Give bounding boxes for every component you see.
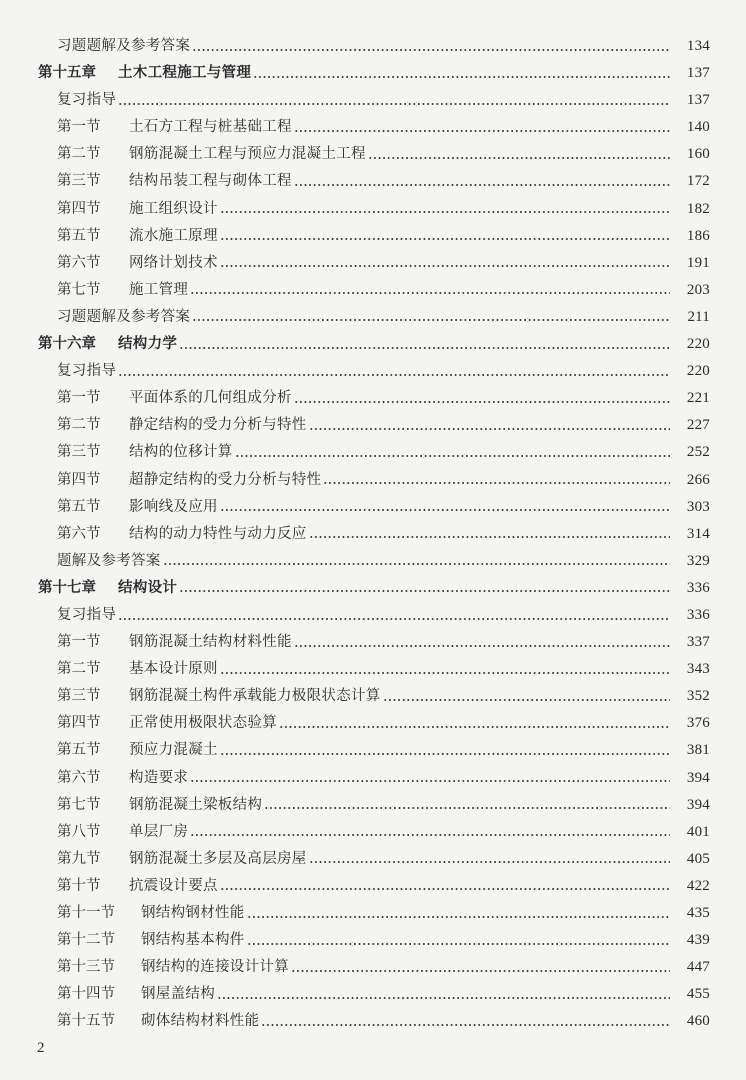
entry-title: 钢结构钢材性能 (141, 905, 245, 921)
entry-page-number: 439 (686, 932, 710, 949)
toc-section-entry[interactable] (0, 521, 746, 548)
entry-page-number: 137 (686, 65, 710, 82)
toc-section-entry[interactable] (0, 927, 746, 954)
entry-title: 钢屋盖结构 (141, 986, 215, 1003)
entry-page-number: 203 (686, 281, 710, 298)
toc-section-entry[interactable] (0, 792, 746, 819)
entry-number: 第十二节 (57, 932, 115, 949)
entry-title: 流水施工原理 (129, 227, 218, 244)
dot-leader (190, 834, 670, 836)
entry-number: 第四节 (57, 200, 101, 217)
entry-title: 施工组织设计 (129, 200, 218, 217)
toc-section-entry[interactable] (0, 1008, 746, 1035)
toc-section-entry[interactable] (0, 196, 746, 223)
entry-number: 第三节 (57, 688, 101, 705)
dot-leader (220, 211, 670, 213)
entry-number: 第十六章 (38, 336, 96, 353)
entry-title: 钢结构的连接设计计算 (141, 959, 289, 976)
toc-section-entry[interactable] (0, 710, 746, 737)
entry-title: 正常使用极限状态验算 (129, 715, 277, 732)
entry-title: 预应力混凝土 (129, 742, 218, 759)
toc-section-entry[interactable] (0, 548, 746, 575)
entry-page-number: 394 (686, 796, 710, 813)
toc-section-entry[interactable] (0, 737, 746, 764)
toc-section-entry[interactable] (0, 168, 746, 195)
dot-leader (323, 482, 670, 484)
entry-number: 第十节 (57, 877, 101, 894)
entry-page-number: 266 (686, 471, 710, 488)
entry-title: 复习指导 (57, 606, 117, 623)
entry-title: 结构的动力特性与动力反应 (129, 525, 307, 542)
entry-title: 抗震设计要点 (129, 877, 218, 894)
entry-number: 第三节 (57, 173, 101, 190)
dot-leader (220, 672, 670, 674)
dot-leader (309, 428, 670, 430)
entry-page-number: 137 (686, 92, 710, 109)
dot-leader (163, 563, 670, 565)
entry-page-number: 381 (686, 742, 710, 759)
entry-title: 钢筋混凝土工程与预应力混凝土工程 (129, 146, 366, 163)
entry-title: 构造要求 (129, 769, 189, 786)
entry-page-number: 394 (686, 769, 710, 786)
dot-leader (235, 455, 670, 457)
dot-leader (253, 76, 670, 78)
toc-section-entry[interactable] (0, 467, 746, 494)
dot-leader (118, 374, 670, 376)
entry-number: 第十五章 (38, 65, 96, 82)
entry-number: 第六节 (57, 525, 101, 542)
entry-title: 网络计划技术 (129, 254, 218, 271)
toc-section-entry[interactable] (0, 114, 746, 141)
dot-leader (192, 319, 670, 321)
entry-page-number: 314 (686, 525, 710, 542)
entry-page-number: 401 (686, 823, 710, 840)
toc-section-entry[interactable] (0, 304, 746, 331)
toc-section-entry[interactable] (0, 494, 746, 521)
table-of-contents (0, 33, 746, 1035)
dot-leader (190, 292, 670, 294)
entry-number: 第五节 (57, 498, 101, 515)
dot-leader (220, 888, 670, 890)
entry-number: 第二节 (57, 146, 101, 163)
dot-leader (383, 699, 670, 701)
entry-page-number: 172 (686, 173, 710, 190)
entry-number: 第五节 (57, 742, 101, 759)
dot-leader (368, 157, 670, 159)
dot-leader (220, 753, 670, 755)
entry-page-number: 252 (686, 444, 710, 461)
entry-title: 习题题解及参考答案 (57, 308, 191, 325)
entry-page-number: 329 (686, 552, 710, 569)
entry-title: 钢筋混凝土梁板结构 (129, 796, 263, 813)
toc-section-entry[interactable] (0, 439, 746, 466)
entry-title: 结构吊装工程与砌体工程 (129, 173, 292, 190)
entry-title: 钢筋混凝土结构材料性能 (129, 634, 292, 651)
entry-number: 第三节 (57, 444, 101, 461)
entry-title: 施工管理 (129, 281, 189, 298)
dot-leader (279, 726, 670, 728)
entry-page-number: 352 (686, 688, 710, 705)
toc-section-entry[interactable] (0, 87, 746, 114)
dot-leader (309, 536, 670, 538)
dot-leader (294, 130, 670, 132)
toc-section-entry[interactable] (0, 33, 746, 60)
dot-leader (118, 103, 670, 105)
entry-number: 第九节 (57, 850, 101, 867)
entry-title: 影响线及应用 (129, 498, 218, 515)
toc-section-entry[interactable] (0, 358, 746, 385)
entry-number: 第一节 (57, 390, 101, 407)
entry-title: 砌体结构材料性能 (141, 1013, 260, 1030)
toc-section-entry[interactable] (0, 819, 746, 846)
toc-section-entry[interactable] (0, 873, 746, 900)
entry-number: 第十三节 (57, 959, 115, 976)
entry-number: 第四节 (57, 715, 101, 732)
dot-leader (264, 807, 670, 809)
entry-number: 第十五节 (57, 1013, 115, 1030)
entry-page-number: 337 (686, 634, 710, 651)
entry-title: 土石方工程与桩基础工程 (129, 119, 292, 136)
entry-number: 第一节 (57, 634, 101, 651)
entry-page-number: 227 (686, 417, 710, 434)
entry-number: 第八节 (57, 823, 101, 840)
toc-section-entry[interactable] (0, 846, 746, 873)
dot-leader (261, 1024, 670, 1026)
entry-title: 复习指导 (57, 92, 117, 109)
dot-leader (294, 401, 670, 403)
dot-leader (220, 238, 670, 240)
toc-section-entry[interactable] (0, 223, 746, 250)
entry-title: 题解及参考答案 (57, 552, 161, 569)
toc-section-entry[interactable] (0, 656, 746, 683)
entry-number: 第十七章 (38, 579, 96, 596)
entry-title: 钢筋混凝土构件承载能力极限状态计算 (129, 688, 381, 705)
dot-leader (294, 184, 670, 186)
entry-title: 静定结构的受力分析与特性 (129, 417, 307, 434)
entry-title: 基本设计原则 (129, 661, 218, 678)
entry-title: 结构的位移计算 (129, 444, 233, 461)
entry-page-number: 336 (686, 606, 710, 623)
entry-title: 习题题解及参考答案 (57, 38, 191, 54)
toc-section-entry[interactable] (0, 385, 746, 412)
entry-number: 第六节 (57, 769, 101, 786)
toc-section-entry[interactable] (0, 765, 746, 792)
entry-page-number: 376 (686, 715, 710, 732)
toc-section-entry[interactable] (0, 250, 746, 277)
toc-section-entry[interactable] (0, 277, 746, 304)
toc-chapter-entry[interactable] (0, 331, 746, 358)
dot-leader (217, 997, 670, 999)
dot-leader (179, 347, 670, 349)
entry-number: 第一节 (57, 119, 101, 136)
dot-leader (247, 916, 670, 918)
dot-leader (291, 970, 670, 972)
entry-title: 平面体系的几何组成分析 (129, 390, 292, 407)
toc-section-entry[interactable] (0, 954, 746, 981)
entry-page-number: 405 (686, 850, 710, 867)
entry-number: 第四节 (57, 471, 101, 488)
toc-section-entry[interactable] (0, 683, 746, 710)
entry-page-number: 303 (686, 498, 710, 515)
entry-title: 土木工程施工与管理 (118, 65, 252, 82)
entry-page-number: 160 (686, 146, 710, 163)
entry-title: 单层厂房 (129, 823, 189, 840)
entry-page-number: 220 (686, 336, 710, 353)
toc-chapter-entry[interactable] (0, 575, 746, 602)
entry-page-number: 455 (686, 986, 710, 1003)
toc-section-entry[interactable] (0, 141, 746, 168)
entry-page-number: 343 (686, 661, 710, 678)
entry-title: 结构设计 (118, 579, 178, 596)
entry-number: 第十四节 (57, 986, 115, 1003)
dot-leader (179, 590, 670, 592)
entry-page-number: 336 (686, 579, 710, 596)
entry-page-number: 140 (686, 119, 710, 136)
entry-page-number: 460 (686, 1013, 710, 1030)
dot-leader (118, 618, 670, 620)
entry-number: 第五节 (57, 227, 101, 244)
entry-number: 第六节 (57, 254, 101, 271)
toc-section-entry[interactable] (0, 412, 746, 439)
toc-chapter-entry[interactable] (0, 60, 746, 87)
entry-page-number: 447 (686, 959, 710, 976)
dot-leader (190, 780, 670, 782)
entry-page-number: 211 (687, 308, 710, 325)
entry-title: 复习指导 (57, 363, 117, 380)
entry-title: 钢筋混凝土多层及高层房屋 (129, 850, 307, 867)
dot-leader (309, 861, 670, 863)
entry-number: 第十一节 (57, 905, 115, 921)
toc-section-entry[interactable] (0, 981, 746, 1008)
entry-title: 超静定结构的受力分析与特性 (129, 471, 322, 488)
dot-leader (192, 49, 670, 51)
entry-number: 第二节 (57, 661, 101, 678)
entry-page-number: 221 (686, 390, 710, 407)
entry-page-number: 220 (686, 363, 710, 380)
toc-section-entry[interactable] (0, 602, 746, 629)
entry-title: 钢结构基本构件 (141, 932, 245, 949)
dot-leader (247, 943, 670, 945)
dot-leader (220, 265, 670, 267)
entry-page-number: 191 (686, 254, 710, 271)
entry-title: 结构力学 (118, 336, 178, 353)
toc-section-entry[interactable] (0, 629, 746, 656)
dot-leader (294, 645, 670, 647)
entry-page-number: 186 (686, 227, 710, 244)
entry-page-number: 182 (686, 200, 710, 217)
dot-leader (220, 509, 670, 511)
entry-number: 第二节 (57, 417, 101, 434)
entry-page-number: 435 (686, 905, 710, 921)
page-folio: 2 (37, 1040, 45, 1056)
entry-page-number: 134 (686, 38, 710, 54)
entry-number: 第七节 (57, 796, 101, 813)
toc-section-entry[interactable] (0, 900, 746, 927)
entry-page-number: 422 (686, 877, 710, 894)
entry-number: 第七节 (57, 281, 101, 298)
